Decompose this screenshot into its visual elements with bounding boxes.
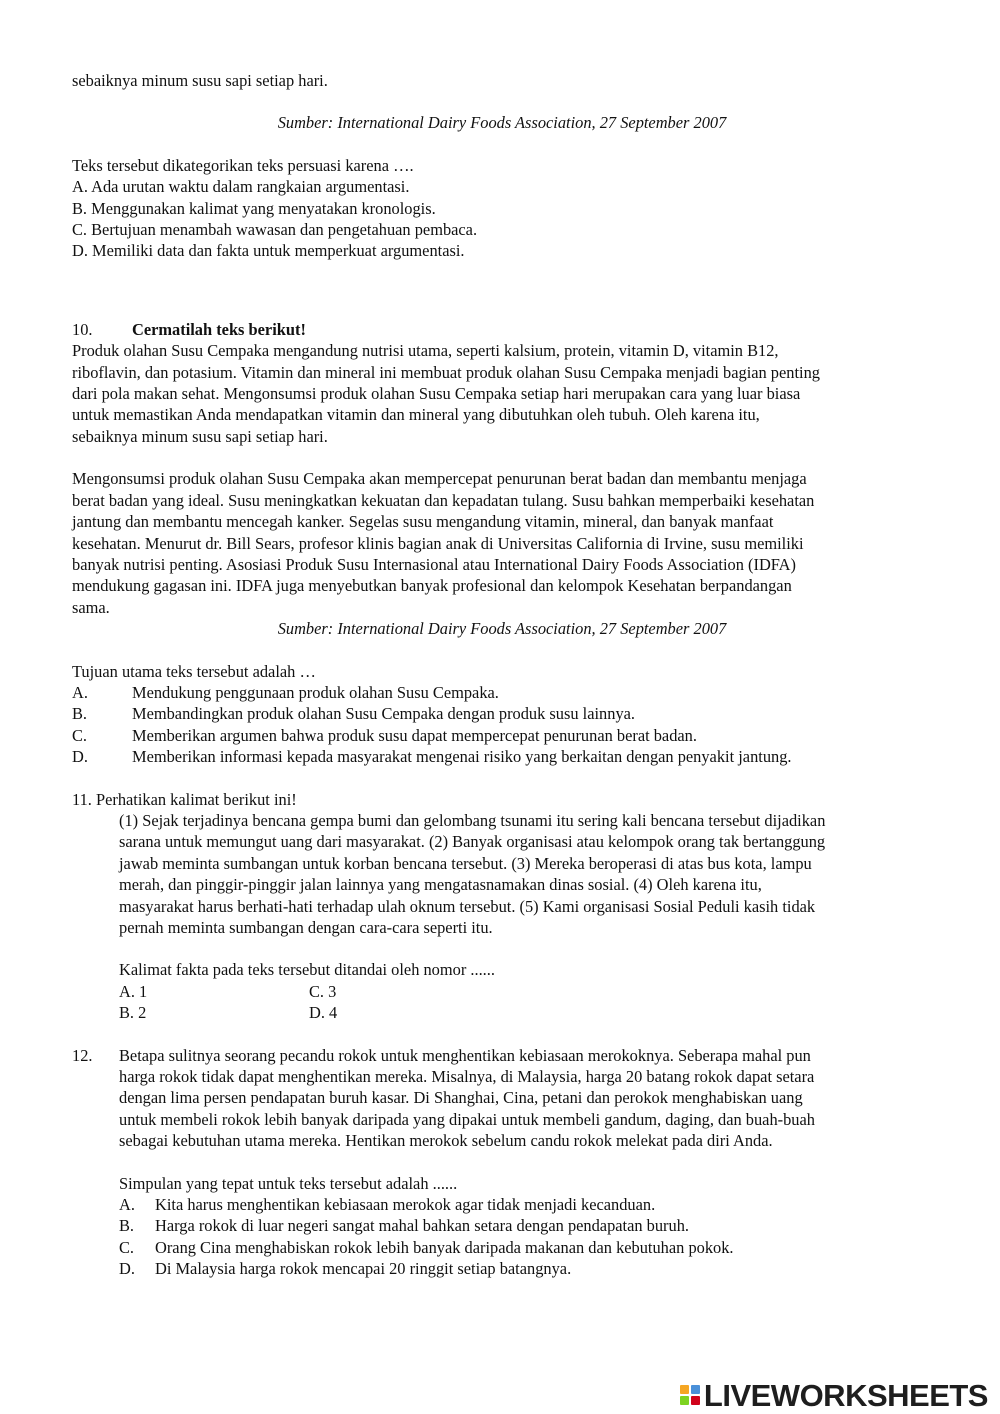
question-9-continuation (72, 70, 932, 262)
option-text: Memberikan informasi kepada masyarakat mengenai risiko yang berkaitan dengan penyakit jantung. (132, 747, 792, 767)
option-text: Kita harus menghentikan kebiasaan merokok agar tidak menjadi kecanduan. (155, 1195, 656, 1215)
passage-line: jawab meminta sumbangan untuk korban bencana tersebut. (3) Mereka beroperasi di atas bus kota, lampu (119, 853, 812, 873)
passage-paragraph-2 (72, 468, 932, 618)
liveworksheets-logo-icon (680, 1385, 700, 1405)
option-letter: C. (119, 1237, 135, 1257)
question-12 (72, 1045, 932, 1280)
passage-line: mendukung gagasan ini. IDFA juga menyebutkan banyak profesional dan kelompok Kesehatan berpandangan (72, 576, 792, 596)
question-text: Teks tersebut dikategorikan teks persuasi karena …. (72, 155, 414, 175)
question-text: Kalimat fakta pada teks tersebut ditandai oleh nomor ...... (119, 960, 495, 980)
option-letter: A. (72, 682, 88, 702)
options-grid (119, 981, 932, 1024)
passage (119, 1045, 932, 1152)
option-letter: A. (119, 1195, 135, 1215)
passage-line: sebaiknya minum susu sapi setiap hari. (72, 426, 328, 446)
option-a[interactable] (119, 1194, 932, 1215)
passage-line: banyak nutrisi penting. Asosiasi Produk Susu Internasional atau International Dairy Foods Association (IDFA) (72, 554, 796, 574)
passage-line: untuk memastikan Anda mendapatkan vitamin dan mineral yang dibutuhkan oleh tubuh. Oleh karena itu, (72, 405, 760, 425)
question-title: Cermatilah teks berikut! (132, 319, 306, 339)
passage-line: Produk olahan Susu Cempaka mengandung nutrisi utama, seperti kalsium, protein, vitamin D, vitamin B12, (72, 341, 779, 361)
option-text: Mendukung penggunaan produk olahan Susu Cempaka. (132, 682, 499, 702)
passage-line: (1) Sejak terjadinya bencana gempa bumi dan gelombang tsunami itu sering kali bencana tersebut dijadikan (119, 810, 826, 830)
passage-last-line: sebaiknya minum susu sapi setiap hari. (72, 71, 328, 90)
question-number: 10. (72, 319, 93, 339)
option-d[interactable] (72, 746, 932, 767)
passage-line: Betapa sulitnya seorang pecandu rokok untuk menghentikan kebiasaan merokoknya. Seberapa mahal pun (119, 1045, 811, 1065)
option-a[interactable]: A. Ada urutan waktu dalam rangkaian argumentasi. (72, 177, 410, 197)
option-b[interactable]: B. Menggunakan kalimat yang menyatakan kronologis. (72, 198, 436, 218)
option-d[interactable]: D. 4 (309, 1003, 338, 1023)
option-b[interactable] (119, 1215, 932, 1236)
option-text: Di Malaysia harga rokok mencapai 20 ringgit setiap batangnya. (155, 1259, 572, 1279)
option-a[interactable]: A. 1 (119, 981, 148, 1001)
passage-line: masyarakat harus berhati-hati terhadap ulah oknum tersebut. (5) Kami organisasi Sosial Peduli kasih tidak (119, 896, 816, 916)
worksheet-page (72, 70, 932, 1280)
passage-line: Mengonsumsi produk olahan Susu Cempaka akan mempercepat penurunan berat badan dan membantu menjaga (72, 469, 807, 489)
passage-line: berat badan yang ideal. Susu meningkatkan kekuatan dan kepadatan tulang. Susu bahkan memperbaiki kesehatan (72, 490, 815, 510)
option-d[interactable]: D. Memiliki data dan fakta untuk memperkuat argumentasi. (72, 241, 465, 261)
liveworksheets-logo (680, 1377, 988, 1413)
option-c[interactable] (72, 725, 932, 746)
option-text: Memberikan argumen bahwa produk susu dapat mempercepat penurunan berat badan. (132, 725, 697, 745)
option-letter: D. (119, 1259, 135, 1279)
option-text: Harga rokok di luar negeri sangat mahal bahkan setara dengan pendapatan buruh. (155, 1216, 690, 1236)
question-10-header (72, 319, 932, 340)
question-text: Simpulan yang tepat untuk teks tersebut adalah ...... (119, 1173, 458, 1193)
passage-line: pernah meminta sumbangan dengan cara-cara seperti itu. (119, 918, 493, 937)
option-letter: B. (119, 1216, 135, 1236)
question-10 (72, 319, 932, 768)
passage-line: harga rokok tidak dapat menghentikan mereka. Misalnya, di Malaysia, harga 20 batang rokok dapat setara (119, 1067, 815, 1087)
passage-paragraph-1 (72, 340, 932, 447)
passage-line: kesehatan. Menurut dr. Bill Sears, profesor klinis bagian anak di Universitas California di Irvine, susu memiliki (72, 533, 804, 553)
passage-line: untuk membeli rokok lebih banyak daripada yang dipakai untuk membeli gandum, daging, dan buah-buah (119, 1109, 815, 1129)
question-number: 12. (72, 1045, 93, 1065)
passage-line: dengan lima persen pendapatan buruh kasar. Di Shanghai, Cina, petani dan perokok menghabiskan uang (119, 1088, 803, 1108)
passage-line: sarana untuk memungut uang dari masyarakat. (2) Banyak organisasi atau kelompok orang tak bertanggung (119, 832, 826, 852)
option-letter: C. (72, 725, 88, 745)
option-a[interactable] (72, 682, 932, 703)
option-text: Orang Cina menghabiskan rokok lebih banyak daripada makanan dan kebutuhan pokok. (155, 1237, 734, 1257)
option-c[interactable]: C. 3 (309, 981, 337, 1001)
passage-line: dari pola makan sehat. Mengonsumsi produk olahan Susu Cempaka setiap hari merupakan cara yang luar biasa (72, 384, 801, 404)
option-c[interactable]: C. Bertujuan menambah wawasan dan pengetahuan pembaca. (72, 220, 478, 240)
question-text: Tujuan utama teks tersebut adalah … (72, 661, 316, 681)
source-citation: Sumber: International Dairy Foods Association, 27 September 2007 (277, 113, 727, 133)
option-text: Membandingkan produk olahan Susu Cempaka dengan produk susu lainnya. (132, 704, 636, 724)
option-letter: D. (72, 747, 88, 767)
passage-line: sama. (72, 597, 110, 617)
passage (119, 810, 932, 1024)
passage-line: riboflavin, dan potasium. Vitamin dan mineral ini membuat produk olahan Susu Cempaka menjadi bagian penting (72, 362, 820, 382)
option-b[interactable] (72, 703, 932, 724)
option-letter: B. (72, 704, 88, 724)
passage-line: sebagai kebutuhan utama mereka. Hentikan merokok sebelum candu rokok melekat pada diri Anda. (119, 1131, 773, 1151)
liveworksheets-wordmark: LIVEWORKSHEETS (703, 1377, 988, 1413)
question-heading: 11. Perhatikan kalimat berikut ini! (72, 789, 297, 809)
option-d[interactable] (119, 1258, 932, 1279)
question-11 (72, 789, 932, 1024)
source-citation: Sumber: International Dairy Foods Association, 27 September 2007 (277, 619, 727, 639)
option-c[interactable] (119, 1237, 932, 1258)
option-b[interactable]: B. 2 (119, 1003, 147, 1023)
passage-line: jantung dan membantu mencegah kanker. Segelas susu mengandung vitamin, mineral, dan banyak manfaat (72, 512, 774, 532)
passage-line: merah, dan pinggir-pinggir jalan lainnya yang mengatasnamakan dinas sosial. (4) Oleh karena itu, (119, 875, 762, 895)
